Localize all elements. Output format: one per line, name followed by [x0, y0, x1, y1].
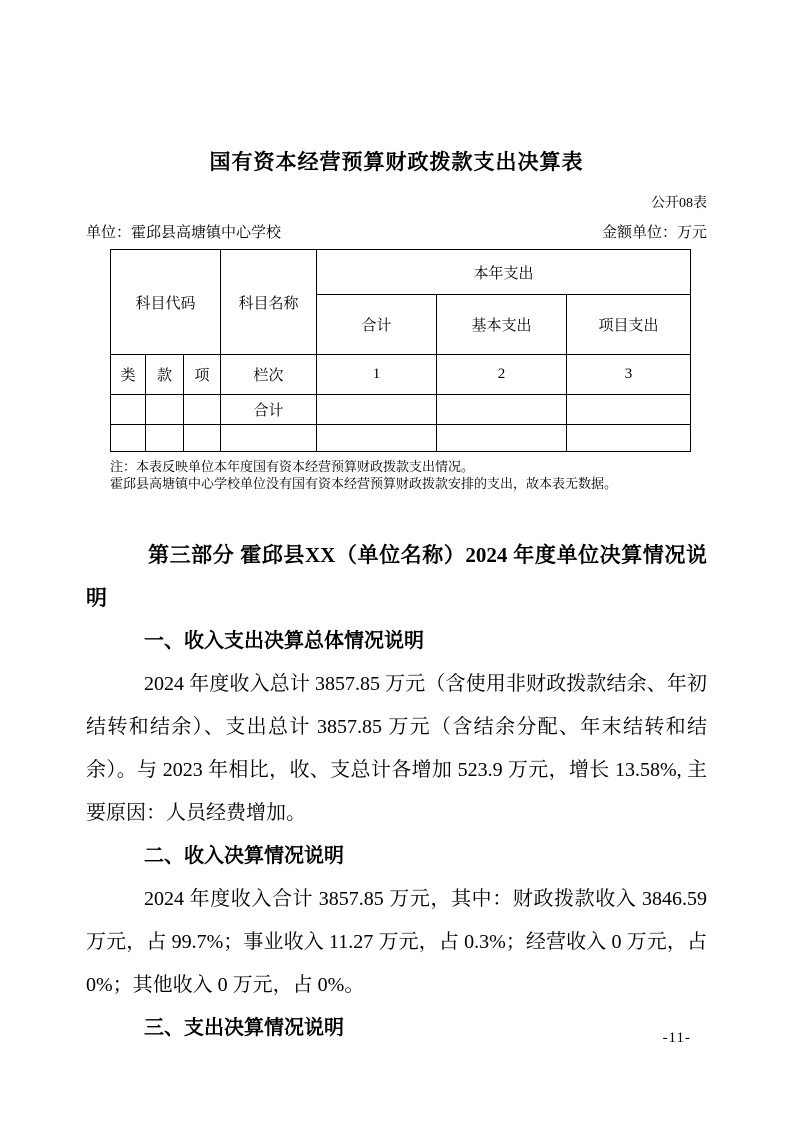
subsection-2-title: 二、收入决算情况说明	[144, 845, 344, 867]
cell-empty-item	[184, 425, 221, 452]
header-clause: 款	[146, 355, 184, 395]
budget-table	[110, 249, 691, 452]
header-col-number-3: 3	[567, 355, 691, 395]
cell-empty-name	[221, 425, 317, 452]
cell-total-amount	[317, 395, 437, 425]
cell-total-category	[111, 395, 146, 425]
note-line-2: 霍邱县高塘镇中心学校单位没有国有资本经营预算财政拨款安排的支出，故本表无数据。	[110, 476, 618, 491]
page-number: -11-	[662, 1030, 691, 1046]
subsection-1-title: 一、收入支出决算总体情况说明	[144, 630, 424, 652]
header-total: 合计	[317, 295, 437, 355]
table-column-index-row	[111, 355, 691, 395]
paragraph-overall-income-expenditure: 2024 年度收入总计 3857.85 万元（含使用非财政拨款结余、年初结转和结余）、支出总计 3857.85 万元（含结余分配、年末结转和结余）。与 2023 年相比，收、支总计各增加 523.9 万元，增长 13.58%, 主要原因：人员经费增加。	[86, 673, 707, 824]
table-row-empty	[111, 425, 691, 452]
section-title: 第三部分 霍邱县XX（单位名称）2024 年度单位决算情况说明	[86, 543, 707, 610]
subsection-3-title: 三、支出决算情况说明	[144, 1017, 344, 1039]
header-column-row-label: 栏次	[221, 355, 317, 395]
cell-empty-category	[111, 425, 146, 452]
header-basic-expenditure: 基本支出	[437, 295, 567, 355]
header-subject-name: 科目名称	[221, 250, 317, 355]
header-item: 项	[184, 355, 221, 395]
unit-label: 单位：霍邱县高塘镇中心学校	[86, 225, 282, 241]
cell-empty-project	[567, 425, 691, 452]
amount-unit-label: 金额单位：万元	[601, 225, 707, 241]
table-notes	[110, 458, 707, 492]
cell-total-item	[184, 395, 221, 425]
cell-empty-amount	[317, 425, 437, 452]
document-title: 国有资本经营预算财政拨款支出决算表	[209, 150, 584, 174]
cell-empty-clause	[146, 425, 184, 452]
cell-total-project	[567, 395, 691, 425]
header-col-number-2: 2	[437, 355, 567, 395]
header-subject-code: 科目代码	[111, 250, 221, 355]
paragraph-income-detail: 2024 年度收入合计 3857.85 万元，其中：财政拨款收入 3846.59 万元，占 99.7%；事业收入 11.27 万元，占 0.3%；经营收入 0 万元，占 0%；其他收入 0 万元，占 0%。	[86, 888, 707, 996]
cell-total-basic	[437, 395, 567, 425]
note-line-1: 注：本表反映单位本年度国有资本经营预算财政拨款支出情况。	[110, 459, 475, 474]
table-meta-row	[86, 221, 707, 242]
cell-total-clause	[146, 395, 184, 425]
table-code-label: 公开08表	[651, 196, 707, 211]
cell-total-name: 合计	[221, 395, 317, 425]
table-row-total	[111, 395, 691, 425]
header-category: 类	[111, 355, 146, 395]
header-col-number-1: 1	[317, 355, 437, 395]
cell-empty-basic	[437, 425, 567, 452]
header-current-year-expenditure: 本年支出	[317, 250, 691, 295]
header-project-expenditure: 项目支出	[567, 295, 691, 355]
table-header-row-1	[111, 250, 691, 295]
